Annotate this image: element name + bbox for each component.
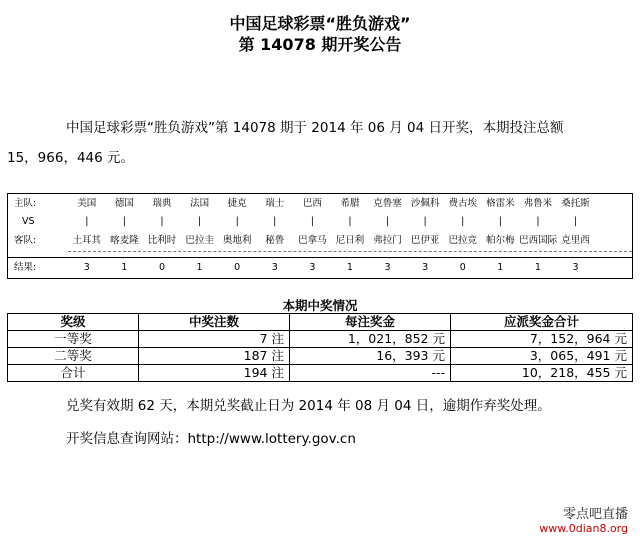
home-team: 费古埃 (448, 198, 477, 209)
match-result: 3 (271, 262, 278, 273)
title-line-1: 中国足球彩票“胜负游戏” (229, 14, 411, 33)
intro-line-2: 15，966，446 元。 (7, 150, 135, 166)
away-team: 尼日利 (335, 235, 365, 246)
result-row (8, 261, 632, 275)
vs-mark: | (160, 216, 164, 227)
col-header: 奖级 (8, 314, 139, 331)
away-team: 巴拉圭 (185, 235, 214, 246)
vs-mark: | (122, 216, 126, 227)
away-team: 巴拉竞 (448, 235, 477, 246)
dashed-divider (68, 251, 632, 252)
match-result: 3 (572, 262, 579, 273)
prize-each: --- (290, 365, 451, 382)
away-team: 奥地利 (222, 235, 252, 246)
intro-line-1: 中国足球彩票“胜负游戏”第 14078 期于 2014 年 06 月 04 日开奖，本期投注总额 (66, 120, 564, 136)
prize-level: 二等奖 (8, 348, 139, 365)
home-label: 主队: (14, 198, 37, 209)
vs-mark: | (273, 216, 277, 227)
match-result: 0 (158, 262, 165, 273)
away-team: 喀麦隆 (110, 235, 139, 246)
home-team: 瑞士 (265, 198, 285, 209)
home-team: 沙佩科 (410, 198, 440, 209)
away-team: 巴伊亚 (410, 235, 440, 246)
title-line-2: 第 14078 期开奖公告 (238, 35, 402, 54)
vs-label: VS (22, 216, 35, 227)
home-team: 德国 (114, 198, 134, 209)
away-team: 巴西国际 (519, 235, 558, 246)
prize-table (7, 313, 633, 382)
away-label: 客队: (14, 235, 37, 246)
table-row (8, 348, 633, 365)
vs-mark: | (85, 216, 89, 227)
vs-mark: | (197, 216, 202, 227)
prize-each: 16，393 元 (290, 348, 451, 365)
col-header: 应派奖金合计 (451, 314, 633, 331)
prize-level: 一等奖 (8, 331, 139, 348)
match-result: 3 (83, 262, 90, 273)
away-team: 秘鲁 (265, 235, 285, 246)
match-result: 1 (196, 262, 203, 273)
home-row (8, 197, 632, 211)
home-team: 巴西 (302, 198, 322, 209)
home-team: 格雷米 (486, 198, 515, 209)
watermark (539, 503, 628, 535)
watermark-name: 零点吧直播 (562, 507, 628, 522)
away-team: 土耳其 (72, 235, 102, 246)
home-team: 桑托斯 (561, 198, 590, 209)
vs-mark: | (423, 216, 427, 227)
prize-count: 194 注 (139, 365, 290, 382)
vs-mark: | (385, 216, 390, 227)
validity-text: 兑奖有效期 62 天，本期兑奖截止日为 2014 年 08 月 04 日，逾期作弃奖处理。 (66, 398, 551, 414)
home-team: 捷克 (227, 198, 247, 209)
match-result: 3 (309, 262, 316, 273)
table-row (8, 331, 633, 348)
table-row (8, 365, 633, 382)
col-header: 每注奖金 (290, 314, 451, 331)
home-team: 法国 (190, 198, 210, 209)
vs-mark: | (461, 216, 465, 227)
home-team: 瑞典 (152, 198, 172, 209)
match-result: 0 (234, 262, 241, 273)
prize-total: 7，152，964 元 (451, 331, 633, 348)
prize-total: 10，218，455 元 (451, 365, 633, 382)
col-header: 中奖注数 (139, 314, 290, 331)
website-text: 开奖信息查询网站：http://www.lottery.gov.cn (66, 431, 356, 447)
away-team: 比利时 (147, 235, 177, 246)
away-row (8, 234, 632, 248)
match-result: 1 (121, 262, 128, 273)
match-result: 1 (346, 262, 353, 273)
vs-row (8, 215, 632, 229)
vs-mark: | (235, 216, 239, 227)
match-result: 3 (384, 262, 391, 273)
away-team: 帕尔梅 (486, 235, 515, 246)
away-team: 弗拉门 (373, 235, 402, 246)
prize-header-row (8, 314, 633, 331)
prize-each: 1，021，852 元 (290, 331, 451, 348)
vs-mark: | (573, 216, 578, 227)
watermark-url: www.0dian8.org (539, 522, 628, 535)
home-team: 美国 (77, 198, 97, 209)
vs-mark: | (348, 216, 352, 227)
prize-total: 3，065，491 元 (451, 348, 633, 365)
match-result: 1 (534, 262, 541, 273)
prize-count: 187 注 (139, 348, 290, 365)
match-result: 0 (459, 262, 466, 273)
home-team: 弗鲁米 (523, 198, 553, 209)
vs-mark: | (536, 216, 540, 227)
home-team: 希腊 (340, 198, 360, 209)
prize-count: 7 注 (139, 331, 290, 348)
match-result: 3 (422, 262, 429, 273)
result-divider (8, 257, 632, 258)
prize-level: 合计 (8, 365, 139, 382)
match-table (7, 193, 633, 279)
away-team: 巴拿马 (298, 235, 327, 246)
prize-caption: 本期中奖情况 (282, 298, 358, 313)
vs-mark: | (310, 216, 314, 227)
away-team: 克里西 (561, 235, 590, 246)
match-result: 1 (497, 262, 504, 273)
vs-mark: | (498, 216, 502, 227)
result-label: 结果: (14, 262, 37, 273)
home-team: 克鲁塞 (373, 198, 402, 209)
